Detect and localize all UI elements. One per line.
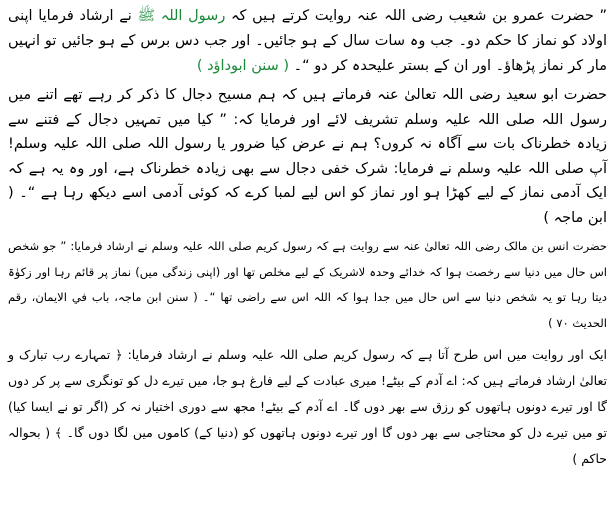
paragraph-4-reference: ( بحوالہ حاکم ) — [8, 425, 607, 466]
paragraph-3-text: حضرت انس بن مالک رضی اللہ تعالیٰ عنہ سے روایت ہے کہ رسول کریم صلی اللہ علیہ وسلم نے ارشاد فرمایا: ” جو شخص اس حال میں دنیا سے رخصت ہوا کہ خدائے وحدہ لاشریک کے لیے مخلص تھا اور (اپنی زندگی میں) نماز پر قائم رہا اور زکوٰۃ دیتا رہا تو یہ شخص دنیا سے اس حال میں جدا ہوا کہ اللہ اس سے راضی تھا “۔ — [8, 239, 607, 304]
paragraph-4 — [8, 342, 607, 472]
paragraph-1-text-before: ” حضرت عمرو بن شعیب رضی اللہ عنہ روایت کرتے ہیں کہ — [225, 8, 607, 24]
paragraph-2-reference: ( ابن ماجہ ) — [8, 185, 607, 226]
paragraph-2-text: حضرت ابو سعید رضی اللہ تعالیٰ عنہ فرماتے ہیں کہ ہم مسیح دجال کا ذکر کر رہے تھے اتنے میں رسول اللہ صلی اللہ علیہ وسلم تشریف لائے اور فرمایا کہ: ” کیا میں تمہیں دجال کے فتنے سے زیادہ خطرناک بات سے آگاہ نہ کروں؟ ہم نے عرض کیا ضرور یا رسول اللہ صلی اللہ علیہ وسلم! آپ صلی اللہ علیہ وسلم نے فرمایا: شرک خفی دجال سے بھی زیادہ خطرناک ہے، اور وہ یہ ہے کہ ایک آدمی نماز کے لیے کھڑا ہو اور نماز کو اس لیے لمبا کرے کہ کوئی آدمی اسے دیکھ رہا ہے “۔ — [8, 87, 607, 201]
paragraph-1-highlight: رسول اللہ ﷺ — [137, 8, 226, 24]
paragraph-1-reference: ( سنن ابوداؤد ) — [196, 58, 290, 74]
paragraph-4-text: ایک اور روایت میں اس طرح آتا ہے کہ رسول کریم صلی اللہ علیہ وسلم نے ارشاد فرمایا: ﴿ تمہارے رب تبارک و تعالیٰ ارشاد فرماتے ہیں کہ: اے آدم کے بیٹے! میری عبادت کے لیے فارغ ہو جا، میں تیرے دل کو تونگری سے پر کر دوں گا اور تیرے دونوں ہاتھوں کو رزق سے بھر دوں گا۔ اے آدم کے بیٹے! مجھ سے دوری اختیار نہ کر (اگر تو نے ایسا کیا) تو میں تیرے دل کو محتاجی سے بھر دوں گا اور تیرے دونوں ہاتھوں کو (دنیا کے) کاموں میں لگا دوں گا۔ ﴾ — [8, 347, 607, 440]
paragraph-2 — [8, 83, 607, 230]
paragraph-3-reference: ( سنن ابن ماجہ، باب في الايمان، رقم الحديث ۷۰ ) — [8, 290, 607, 330]
paragraph-1-text-after: نے ارشاد فرمایا اپنی اولاد کو نماز کا حکم دو۔ جب وہ سات سال کے ہو جائیں۔ اور جب دس برس کے ہو جائیں تو انہیں مار کر نماز پڑھاؤ۔ اور ان کے بستر علیحدہ کر دو “۔ — [8, 8, 607, 74]
paragraph-1 — [8, 4, 607, 79]
paragraph-3 — [8, 234, 607, 336]
